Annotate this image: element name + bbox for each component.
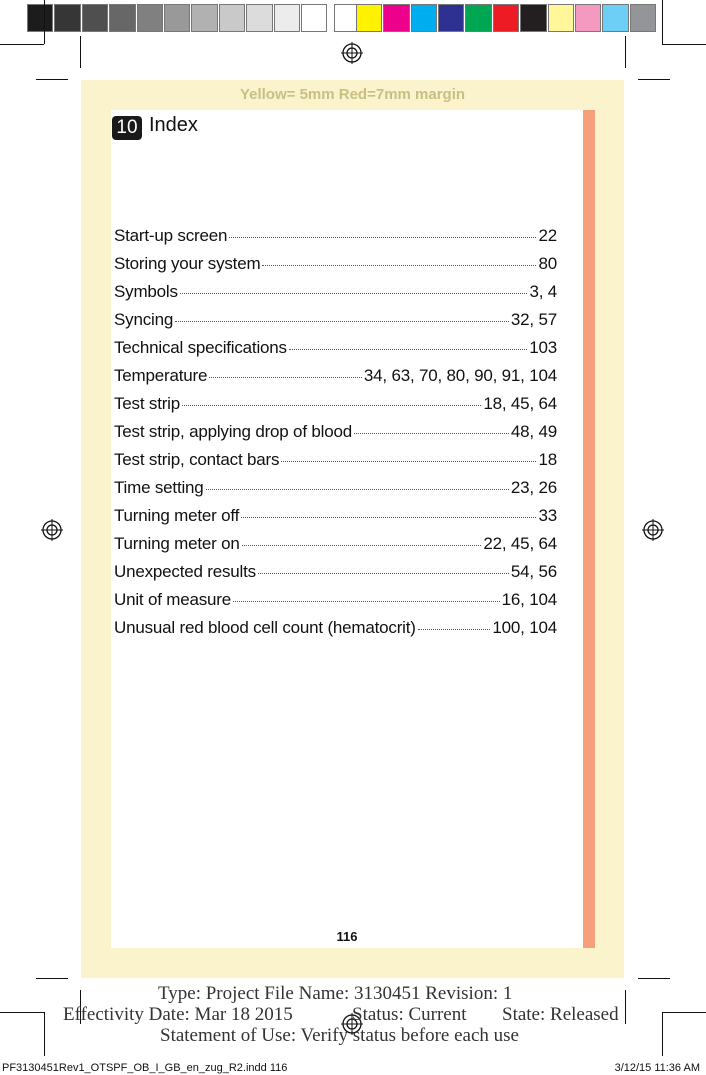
color-swatch — [82, 4, 108, 32]
crop-mark — [625, 36, 626, 68]
dot-leader — [281, 461, 536, 462]
slug-datetime: 3/12/15 11:36 AM — [614, 1062, 700, 1074]
dot-leader — [289, 349, 527, 350]
crop-mark — [0, 1012, 44, 1013]
index-term: Unexpected results — [114, 562, 256, 581]
dot-leader — [241, 517, 536, 518]
index-term: Test strip, applying drop of blood — [114, 422, 352, 441]
slug-filename: PF3130451Rev1_OTSPF_OB_I_GB_en_zug_R2.indd 116 — [2, 1062, 288, 1074]
color-swatch — [493, 4, 519, 32]
index-entry — [114, 282, 557, 310]
index-term: Unit of measure — [114, 590, 231, 609]
crop-mark — [662, 1012, 706, 1013]
dot-leader — [233, 601, 500, 602]
crop-mark — [662, 1012, 663, 1056]
crop-mark — [44, 0, 45, 44]
index-term: Unusual red blood cell count (hematocrit) — [114, 618, 416, 637]
index-entry — [114, 338, 557, 366]
status-current: Status: Current — [352, 1004, 467, 1025]
index-term: Syncing — [114, 310, 174, 329]
bleed-margin-red — [583, 110, 595, 948]
crop-mark — [44, 1012, 45, 1056]
index-term: Temperature — [114, 366, 208, 385]
index-term: Technical specifications — [114, 338, 287, 357]
index-list — [114, 226, 557, 646]
status-state: State: Released — [502, 1004, 619, 1025]
dot-leader — [418, 629, 491, 630]
dot-leader — [258, 573, 509, 574]
color-swatch — [630, 4, 656, 32]
index-pages: 34, 63, 70, 80, 90, 91, 104 — [363, 366, 557, 385]
index-term: Test strip, contact bars — [114, 450, 280, 469]
index-entry — [114, 366, 557, 394]
dot-leader — [180, 293, 528, 294]
crop-mark — [662, 0, 663, 44]
status-statement-of-use: Statement of Use: Verify status before each use — [160, 1025, 519, 1046]
margin-note: Yellow= 5mm Red=7mm margin — [239, 86, 466, 103]
registration-mark-icon — [642, 519, 664, 541]
index-pages: 80 — [538, 254, 557, 273]
chapter-number-badge: 10 — [112, 116, 142, 140]
dot-leader — [206, 489, 509, 490]
color-swatch — [575, 4, 601, 32]
index-entry — [114, 506, 557, 534]
index-term: Symbols — [114, 282, 178, 301]
color-swatch — [465, 4, 491, 32]
index-entry — [114, 422, 557, 450]
color-swatch — [54, 4, 80, 32]
index-pages: 23, 26 — [510, 478, 557, 497]
color-swatch — [301, 4, 327, 32]
color-swatch — [109, 4, 135, 32]
index-term: Turning meter off — [114, 506, 240, 525]
crop-mark — [662, 44, 706, 45]
index-pages: 54, 56 — [510, 562, 557, 581]
color-swatch — [356, 4, 382, 32]
dot-leader — [242, 545, 482, 546]
index-entry — [114, 562, 557, 590]
crop-mark — [36, 978, 68, 979]
color-swatch — [602, 4, 628, 32]
index-pages: 18 — [538, 450, 557, 469]
index-entry — [114, 226, 557, 254]
index-entry — [114, 534, 557, 562]
index-pages: 103 — [529, 338, 557, 357]
status-effectivity-date: Effectivity Date: Mar 18 2015 — [63, 1004, 293, 1025]
index-pages: 18, 45, 64 — [483, 394, 557, 413]
index-pages: 100, 104 — [492, 618, 557, 637]
index-entry — [114, 618, 557, 646]
color-swatch — [548, 4, 574, 32]
index-pages: 22 — [538, 226, 557, 245]
index-pages: 48, 49 — [510, 422, 557, 441]
registration-mark-icon — [41, 519, 63, 541]
color-swatch — [191, 4, 217, 32]
chapter-title: Index — [149, 114, 198, 136]
index-term: Storing your system — [114, 254, 261, 273]
dot-leader — [175, 321, 509, 322]
index-entry — [114, 310, 557, 338]
color-swatch — [164, 4, 190, 32]
index-entry — [114, 254, 557, 282]
color-swatch — [520, 4, 546, 32]
index-term: Test strip — [114, 394, 181, 413]
index-term: Time setting — [114, 478, 204, 497]
index-term: Turning meter on — [114, 534, 240, 553]
index-entry — [114, 450, 557, 478]
index-term: Start-up screen — [114, 226, 228, 245]
crop-mark — [36, 79, 68, 80]
dot-leader — [182, 405, 481, 406]
dot-leader — [354, 433, 509, 434]
index-pages: 32, 57 — [510, 310, 557, 329]
crop-mark — [0, 44, 44, 45]
index-entry — [114, 590, 557, 618]
crop-mark — [638, 978, 670, 979]
status-line-type: Type: Project File Name: 3130451 Revision: 1 — [158, 983, 513, 1004]
color-swatch — [246, 4, 272, 32]
color-swatch — [219, 4, 245, 32]
index-entry — [114, 394, 557, 422]
color-swatch — [274, 4, 300, 32]
index-pages: 22, 45, 64 — [483, 534, 557, 553]
crop-mark — [625, 990, 626, 1024]
crop-mark — [80, 36, 81, 68]
index-pages: 33 — [538, 506, 557, 525]
crop-mark — [638, 79, 670, 80]
registration-mark-icon — [341, 42, 363, 64]
color-swatch — [383, 4, 409, 32]
dot-leader — [229, 237, 536, 238]
index-pages: 16, 104 — [501, 590, 557, 609]
index-entry — [114, 478, 557, 506]
dot-leader — [262, 265, 536, 266]
index-pages: 3, 4 — [529, 282, 557, 301]
color-swatch — [411, 4, 437, 32]
color-swatch — [137, 4, 163, 32]
dot-leader — [209, 377, 362, 378]
page-number: 116 — [336, 929, 358, 944]
color-swatch — [27, 4, 53, 32]
color-swatch — [438, 4, 464, 32]
